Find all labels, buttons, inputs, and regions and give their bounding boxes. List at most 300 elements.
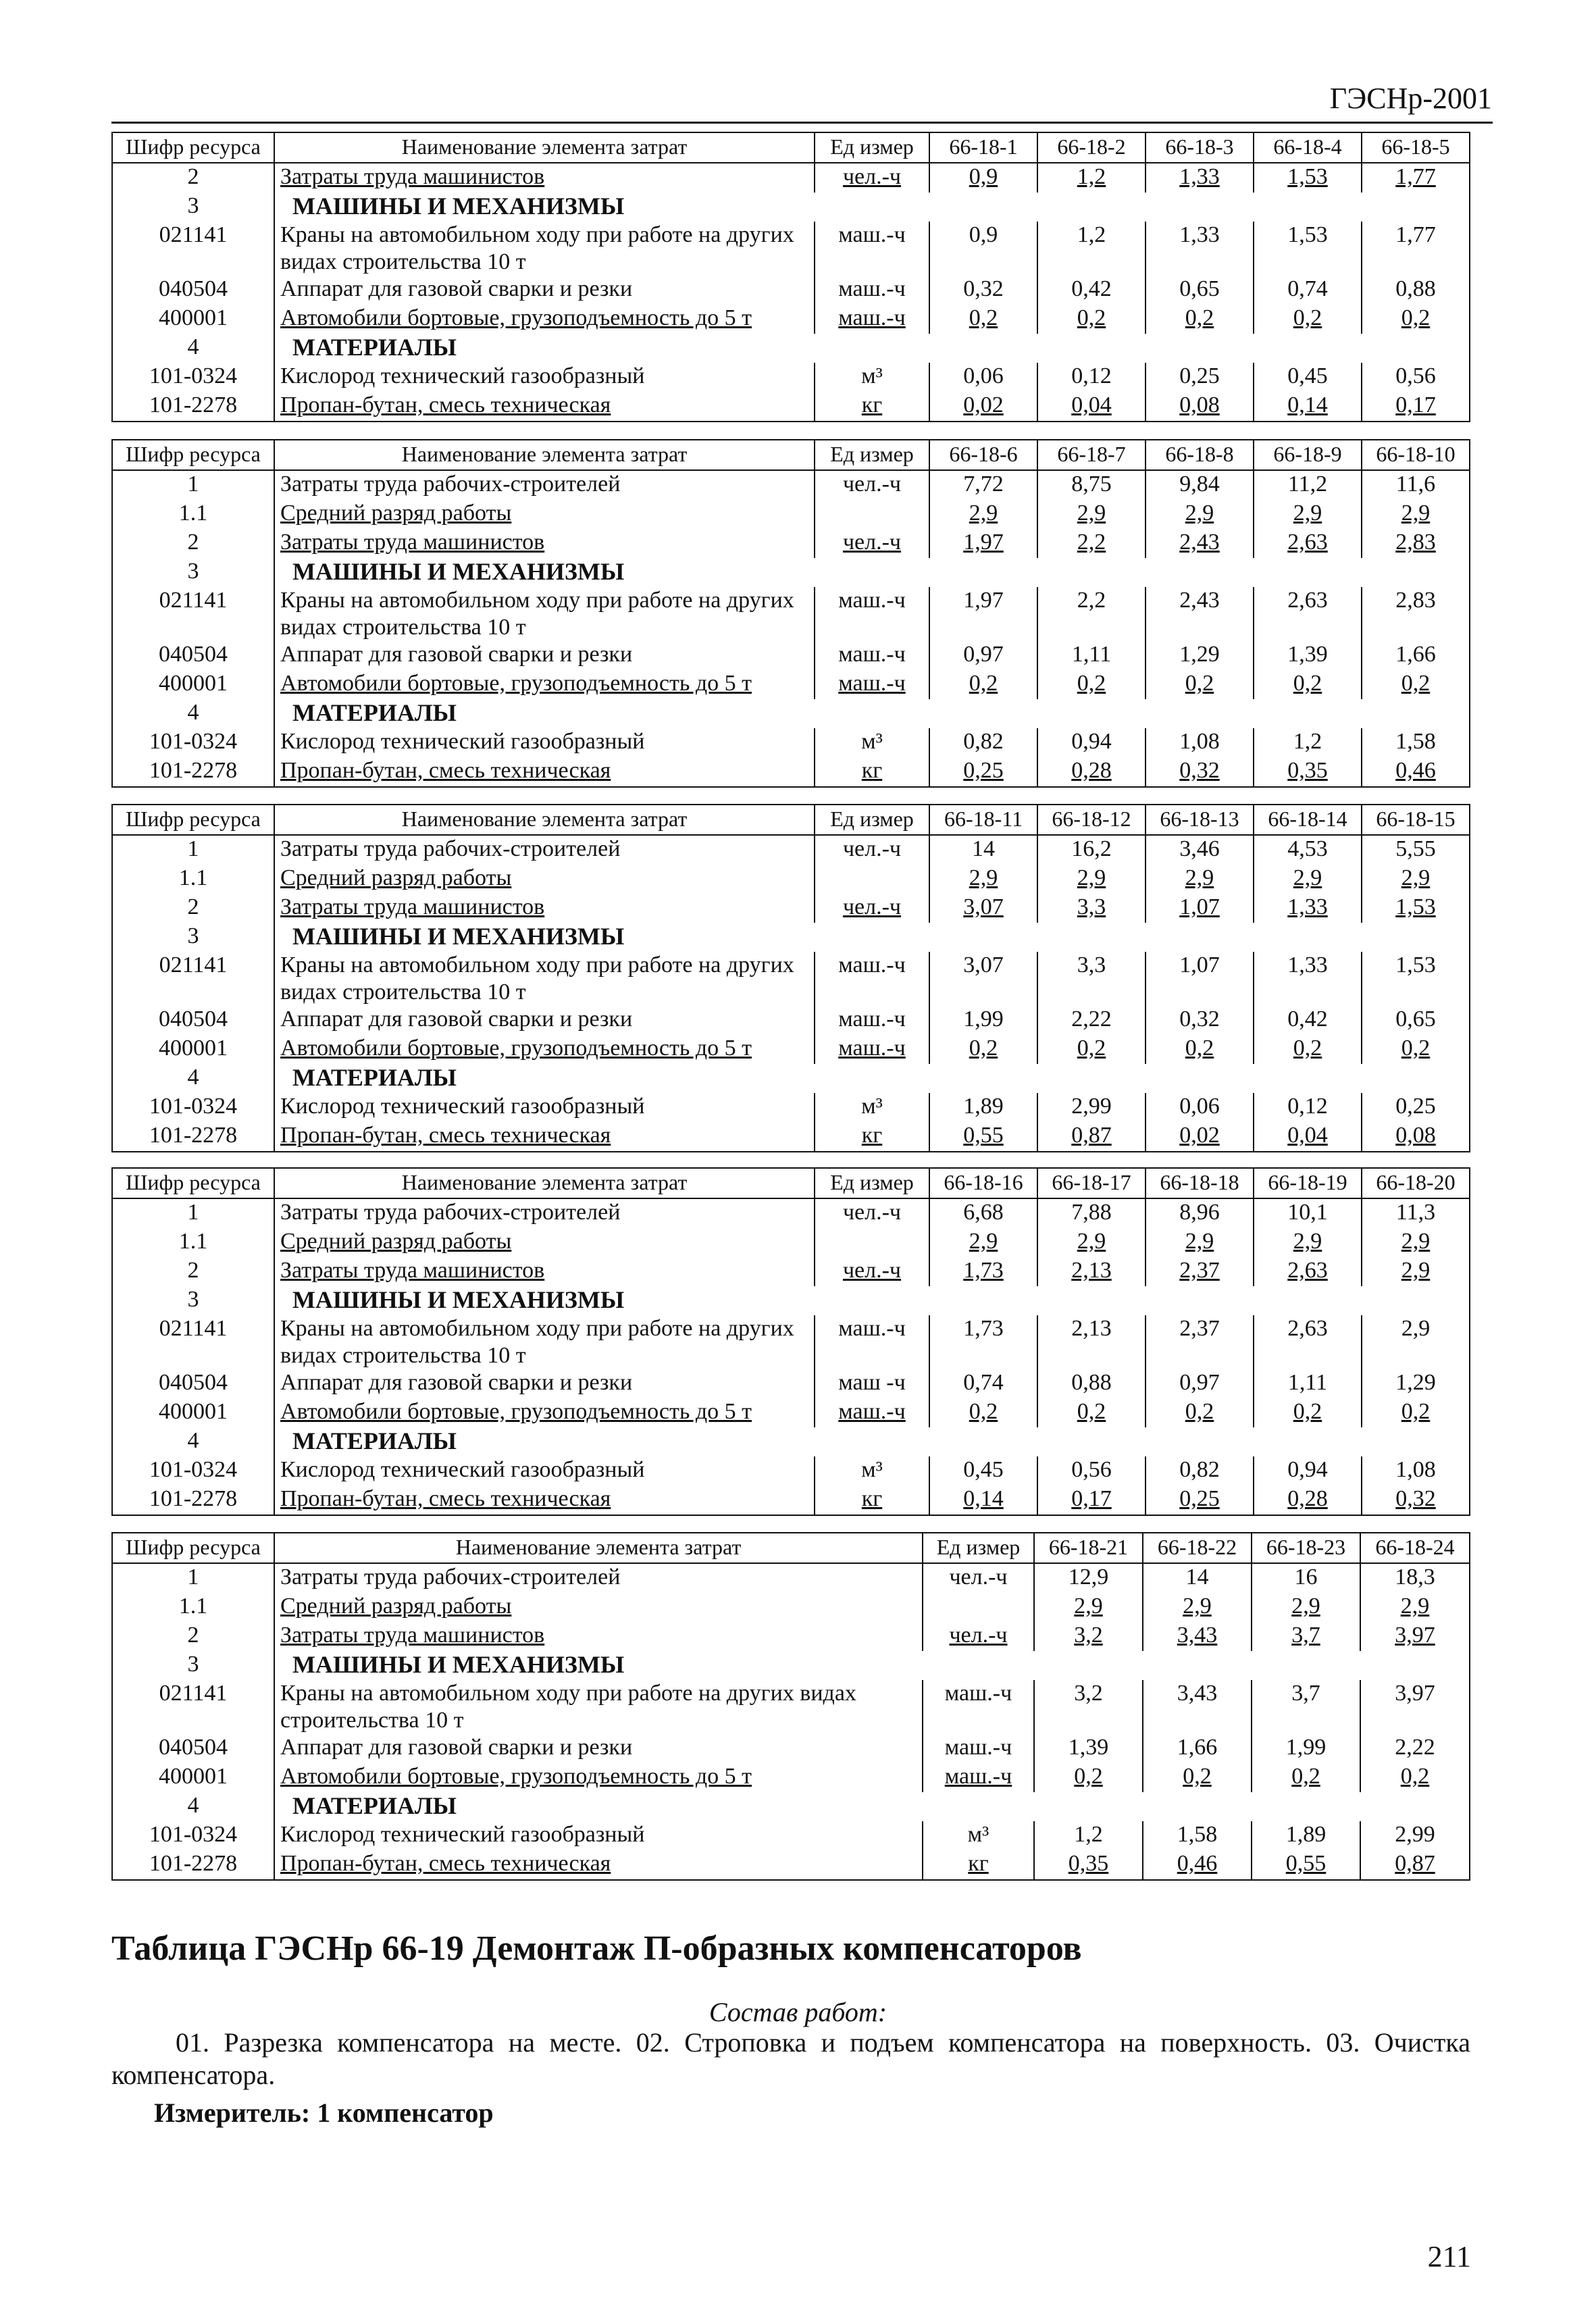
header-code: Шифр ресурса — [112, 440, 274, 470]
norm-value: 3,43 — [1143, 1622, 1252, 1651]
norm-value: 1,97 — [929, 529, 1037, 558]
norm-value: 2,2 — [1037, 587, 1145, 641]
unit-of-measure: маш -ч — [815, 1369, 929, 1398]
norm-value: 0,2 — [1037, 670, 1145, 699]
table-row — [112, 1257, 1470, 1286]
resource-code: 021141 — [112, 1680, 274, 1734]
resource-name: Затраты труда машинистов — [274, 1257, 815, 1286]
table-row — [112, 1035, 1470, 1064]
resource-code: 400001 — [112, 1763, 274, 1792]
norm-value: 1,33 — [1145, 222, 1254, 276]
norm-value: 2,9 — [1254, 865, 1362, 894]
header-unit: Ед измер — [815, 440, 929, 470]
table-row — [112, 835, 1470, 865]
norm-value: 2,13 — [1037, 1315, 1145, 1369]
table-row — [112, 1651, 1470, 1680]
resource-name: Затраты труда рабочих-строителей — [274, 835, 815, 865]
norm-value: 3,07 — [929, 894, 1037, 923]
norm-value: 0,32 — [929, 276, 1037, 305]
norm-value: 4,53 — [1254, 835, 1362, 865]
header-code: Шифр ресурса — [112, 1168, 274, 1198]
norm-value: 2,99 — [1037, 1093, 1145, 1122]
norm-value: 16 — [1252, 1563, 1360, 1593]
norm-value: 0,2 — [1254, 1035, 1362, 1064]
unit-of-measure — [815, 500, 929, 529]
resource-name: Автомобили бортовые, грузоподъемность до 5 т — [274, 1398, 815, 1427]
table-row — [112, 1680, 1470, 1734]
norm-value: 0,32 — [1145, 757, 1254, 787]
table-row — [112, 587, 1470, 641]
resource-code: 4 — [112, 1792, 274, 1821]
norm-value: 0,12 — [1037, 363, 1145, 392]
norm-value: 0,04 — [1254, 1122, 1362, 1152]
norm-value: 0,28 — [1037, 757, 1145, 787]
resource-code: 4 — [112, 334, 274, 363]
table-row — [112, 1563, 1470, 1593]
norm-value: 0,46 — [1362, 757, 1470, 787]
norm-value: 0,87 — [1360, 1850, 1470, 1880]
norm-value: 0,55 — [1252, 1850, 1360, 1880]
table-row — [112, 1821, 1470, 1850]
norm-value: 1,66 — [1362, 641, 1470, 670]
section-heading: МАТЕРИАЛЫ — [274, 334, 1470, 363]
section-title: Таблица ГЭСНр 66-19 Демонтаж П-образных компенсаторов — [111, 1929, 1082, 1968]
unit-of-measure: маш.-ч — [815, 305, 929, 334]
unit-of-measure: маш.-ч — [815, 1398, 929, 1427]
norm-value: 1,07 — [1145, 894, 1254, 923]
unit-of-measure: кг — [923, 1850, 1034, 1880]
table-row — [112, 865, 1470, 894]
table-header-row — [112, 805, 1470, 835]
norm-value: 0,2 — [1037, 305, 1145, 334]
header-norm-code: 66-18-5 — [1362, 132, 1470, 163]
section-heading: МАШИНЫ И МЕХАНИЗМЫ — [274, 923, 1470, 952]
table-row — [112, 1792, 1470, 1821]
resource-name: Средний разряд работы — [274, 865, 815, 894]
norm-value: 1,77 — [1362, 163, 1470, 193]
resource-name: Затраты труда машинистов — [274, 529, 815, 558]
unit-of-measure: маш.-ч — [815, 1006, 929, 1035]
header-name: Наименование элемента затрат — [274, 440, 815, 470]
norm-value: 0,65 — [1362, 1006, 1470, 1035]
header-norm-code: 66-18-7 — [1037, 440, 1145, 470]
resource-name: Кислород технический газообразный — [274, 363, 815, 392]
norm-value: 8,96 — [1145, 1198, 1254, 1228]
norm-value: 1,33 — [1254, 894, 1362, 923]
norm-value: 1,11 — [1254, 1369, 1362, 1398]
norm-value: 0,97 — [1145, 1369, 1254, 1398]
unit-of-measure: чел.-ч — [815, 835, 929, 865]
unit-of-measure: чел.-ч — [815, 894, 929, 923]
resource-name: Аппарат для газовой сварки и резки — [274, 1006, 815, 1035]
norm-value: 1,53 — [1254, 222, 1362, 276]
resource-name: Затраты труда машинистов — [274, 1622, 923, 1651]
header-norm-code: 66-18-14 — [1254, 805, 1362, 835]
resource-code: 2 — [112, 529, 274, 558]
norm-value: 1,73 — [929, 1257, 1037, 1286]
resource-name: Кислород технический газообразный — [274, 728, 815, 757]
unit-of-measure: чел.-ч — [923, 1563, 1034, 1593]
norm-value: 0,56 — [1037, 1456, 1145, 1485]
resource-code: 1.1 — [112, 1228, 274, 1257]
norm-value: 2,9 — [1037, 865, 1145, 894]
norm-value: 0,04 — [1037, 392, 1145, 422]
norm-value: 0,35 — [1254, 757, 1362, 787]
norm-value: 1,33 — [1145, 163, 1254, 193]
header-norm-code: 66-18-8 — [1145, 440, 1254, 470]
norm-value: 1,97 — [929, 587, 1037, 641]
norm-value: 1,2 — [1254, 728, 1362, 757]
norm-value: 0,87 — [1037, 1122, 1145, 1152]
norm-value: 2,99 — [1360, 1821, 1470, 1850]
table-row — [112, 952, 1470, 1006]
unit-of-measure: чел.-ч — [815, 1198, 929, 1228]
resource-name: Автомобили бортовые, грузоподъемность до 5 т — [274, 305, 815, 334]
resource-code: 101-0324 — [112, 1093, 274, 1122]
resource-code: 1.1 — [112, 865, 274, 894]
resource-table-2 — [111, 439, 1470, 788]
resource-code: 040504 — [112, 276, 274, 305]
norm-value: 2,9 — [1362, 1228, 1470, 1257]
resource-code: 3 — [112, 1651, 274, 1680]
norm-value: 2,9 — [929, 500, 1037, 529]
norm-value: 0,55 — [929, 1122, 1037, 1152]
resource-name: Автомобили бортовые, грузоподъемность до 5 т — [274, 1035, 815, 1064]
norm-value: 3,3 — [1037, 952, 1145, 1006]
norm-value: 0,32 — [1145, 1006, 1254, 1035]
header-name: Наименование элемента затрат — [274, 1168, 815, 1198]
norm-value: 2,2 — [1037, 529, 1145, 558]
resource-code: 040504 — [112, 1734, 274, 1763]
table-row — [112, 163, 1470, 193]
norm-value: 8,75 — [1037, 470, 1145, 500]
table-row — [112, 923, 1470, 952]
norm-value: 11,2 — [1254, 470, 1362, 500]
resource-code: 1.1 — [112, 1593, 274, 1622]
resource-name: Краны на автомобильном ходу при работе на других видах строительства 10 т — [274, 952, 815, 1006]
norm-value: 0,2 — [1037, 1035, 1145, 1064]
header-unit: Ед измер — [815, 132, 929, 163]
norm-value: 3,2 — [1034, 1680, 1143, 1734]
resource-name: Кислород технический газообразный — [274, 1456, 815, 1485]
norm-value: 2,9 — [1362, 1315, 1470, 1369]
unit-of-measure: маш.-ч — [815, 952, 929, 1006]
norm-value: 2,63 — [1254, 1257, 1362, 1286]
unit-of-measure — [815, 865, 929, 894]
unit-of-measure: маш.-ч — [923, 1680, 1034, 1734]
norm-value: 2,9 — [1252, 1593, 1360, 1622]
section-heading: МАШИНЫ И МЕХАНИЗМЫ — [274, 1651, 1470, 1680]
norm-value: 0,2 — [929, 670, 1037, 699]
table-row — [112, 363, 1470, 392]
table-row — [112, 276, 1470, 305]
unit-of-measure: маш.-ч — [923, 1763, 1034, 1792]
norm-value: 0,02 — [1145, 1122, 1254, 1152]
resource-name: Кислород технический газообразный — [274, 1093, 815, 1122]
norm-value: 18,3 — [1360, 1563, 1470, 1593]
header-norm-code: 66-18-10 — [1362, 440, 1470, 470]
table-row — [112, 222, 1470, 276]
norm-value: 3,7 — [1252, 1680, 1360, 1734]
unit-of-measure: м³ — [815, 728, 929, 757]
unit-of-measure: кг — [815, 757, 929, 787]
norm-value: 0,88 — [1362, 276, 1470, 305]
norm-value: 1,08 — [1362, 1456, 1470, 1485]
norm-value: 3,07 — [929, 952, 1037, 1006]
norm-value: 2,9 — [1145, 500, 1254, 529]
section-heading: МАШИНЫ И МЕХАНИЗМЫ — [274, 193, 1470, 222]
norm-value: 2,83 — [1362, 529, 1470, 558]
table-header-row — [112, 1533, 1470, 1563]
resource-code: 021141 — [112, 952, 274, 1006]
norm-value: 3,3 — [1037, 894, 1145, 923]
unit-of-measure: чел.-ч — [815, 529, 929, 558]
resource-name: Средний разряд работы — [274, 500, 815, 529]
unit-of-measure: чел.-ч — [923, 1622, 1034, 1651]
norm-value: 1,99 — [1252, 1734, 1360, 1763]
norm-value: 3,97 — [1360, 1680, 1470, 1734]
table-row — [112, 894, 1470, 923]
norm-value: 16,2 — [1037, 835, 1145, 865]
norm-value: 1,07 — [1145, 952, 1254, 1006]
table-row — [112, 1093, 1470, 1122]
resource-code: 3 — [112, 923, 274, 952]
norm-value: 11,3 — [1362, 1198, 1470, 1228]
header-name: Наименование элемента затрат — [274, 1533, 923, 1563]
norm-value: 0,42 — [1037, 276, 1145, 305]
section-heading: МАШИНЫ И МЕХАНИЗМЫ — [274, 1286, 1470, 1315]
norm-value: 2,13 — [1037, 1257, 1145, 1286]
norm-value: 0,9 — [929, 222, 1037, 276]
unit-of-measure — [815, 1228, 929, 1257]
table-header-row — [112, 132, 1470, 163]
table-row — [112, 1369, 1470, 1398]
resource-name: Затраты труда рабочих-строителей — [274, 470, 815, 500]
norm-value: 0,2 — [929, 1398, 1037, 1427]
table-row — [112, 641, 1470, 670]
resource-code: 2 — [112, 1622, 274, 1651]
norm-value: 0,2 — [1362, 305, 1470, 334]
unit-of-measure: кг — [815, 1122, 929, 1152]
resource-name: Краны на автомобильном ходу при работе на других видах строительства 10 т — [274, 587, 815, 641]
unit-of-measure: чел.-ч — [815, 1257, 929, 1286]
table-row — [112, 1064, 1470, 1093]
norm-value: 2,9 — [1034, 1593, 1143, 1622]
resource-name: Автомобили бортовые, грузоподъемность до 5 т — [274, 670, 815, 699]
resource-code: 040504 — [112, 1369, 274, 1398]
norm-value: 0,25 — [929, 757, 1037, 787]
resource-code: 3 — [112, 558, 274, 587]
norm-value: 0,45 — [929, 1456, 1037, 1485]
norm-value: 0,25 — [1145, 363, 1254, 392]
unit-of-measure: маш.-ч — [815, 1035, 929, 1064]
norm-value: 0,25 — [1145, 1485, 1254, 1515]
section-heading: МАТЕРИАЛЫ — [274, 1427, 1470, 1456]
work-composition-label: Состав работ: — [709, 1997, 887, 2027]
norm-value: 0,2 — [1145, 1398, 1254, 1427]
unit-of-measure: кг — [815, 392, 929, 422]
norm-value: 1,11 — [1037, 641, 1145, 670]
resource-code: 021141 — [112, 587, 274, 641]
resource-name: Пропан-бутан, смесь техническая — [274, 392, 815, 422]
resource-code: 1 — [112, 835, 274, 865]
norm-value: 0,2 — [1254, 305, 1362, 334]
section-heading: МАШИНЫ И МЕХАНИЗМЫ — [274, 558, 1470, 587]
table-row — [112, 334, 1470, 363]
header-norm-code: 66-18-16 — [929, 1168, 1037, 1198]
unit-of-measure: маш.-ч — [815, 641, 929, 670]
norm-value: 6,68 — [929, 1198, 1037, 1228]
resource-code: 101-0324 — [112, 1456, 274, 1485]
header-norm-code: 66-18-1 — [929, 132, 1037, 163]
norm-value: 0,2 — [1145, 1035, 1254, 1064]
norm-value: 2,9 — [1254, 500, 1362, 529]
header-norm-code: 66-18-18 — [1145, 1168, 1254, 1198]
page-number: 211 — [1427, 2240, 1471, 2273]
norm-value: 0,82 — [1145, 1456, 1254, 1485]
resource-code: 1.1 — [112, 500, 274, 529]
norm-value: 2,63 — [1254, 587, 1362, 641]
table-row — [112, 757, 1470, 787]
unit-of-measure: м³ — [815, 1093, 929, 1122]
norm-value: 1,08 — [1145, 728, 1254, 757]
header-norm-code: 66-18-9 — [1254, 440, 1362, 470]
norm-value: 2,9 — [929, 1228, 1037, 1257]
norm-value: 7,72 — [929, 470, 1037, 500]
resource-code: 1 — [112, 470, 274, 500]
table-row — [112, 1485, 1470, 1515]
resource-name: Аппарат для газовой сварки и резки — [274, 641, 815, 670]
table-row — [112, 1622, 1470, 1651]
table-row — [112, 470, 1470, 500]
norm-value: 0,2 — [1254, 1398, 1362, 1427]
table-header-row — [112, 440, 1470, 470]
unit-of-measure: м³ — [923, 1821, 1034, 1850]
unit-of-measure: маш.-ч — [923, 1734, 1034, 1763]
section-heading: МАТЕРИАЛЫ — [274, 1792, 1470, 1821]
norm-value: 0,74 — [1254, 276, 1362, 305]
norm-value: 1,2 — [1037, 222, 1145, 276]
table-row — [112, 1398, 1470, 1427]
resource-code: 3 — [112, 1286, 274, 1315]
norm-value: 3,46 — [1145, 835, 1254, 865]
norm-value: 0,88 — [1037, 1369, 1145, 1398]
resource-code: 1 — [112, 1563, 274, 1593]
norm-value: 0,14 — [1254, 392, 1362, 422]
norm-value: 1,89 — [1252, 1821, 1360, 1850]
resource-code: 4 — [112, 1427, 274, 1456]
table-row — [112, 1593, 1470, 1622]
table-row — [112, 1315, 1470, 1369]
norm-value: 0,08 — [1145, 392, 1254, 422]
norm-value: 0,2 — [1362, 1398, 1470, 1427]
norm-value: 2,9 — [1362, 865, 1470, 894]
resource-name: Пропан-бутан, смесь техническая — [274, 1122, 815, 1152]
norm-value: 0,2 — [1143, 1763, 1252, 1792]
header-code: Шифр ресурса — [112, 132, 274, 163]
norm-value: 0,46 — [1143, 1850, 1252, 1880]
norm-value: 2,9 — [929, 865, 1037, 894]
resource-name: Аппарат для газовой сварки и резки — [274, 1734, 923, 1763]
norm-value: 1,53 — [1254, 163, 1362, 193]
norm-value: 2,43 — [1145, 529, 1254, 558]
norm-value: 0,06 — [929, 363, 1037, 392]
norm-value: 0,9 — [929, 163, 1037, 193]
resource-name: Краны на автомобильном ходу при работе на других видах строительства 10 т — [274, 1680, 923, 1734]
header-code: Шифр ресурса — [112, 1533, 274, 1563]
norm-value: 3,2 — [1034, 1622, 1143, 1651]
unit-of-measure: м³ — [815, 363, 929, 392]
norm-value: 2,9 — [1145, 865, 1254, 894]
header-norm-code: 66-18-2 — [1037, 132, 1145, 163]
norm-value: 0,2 — [1145, 305, 1254, 334]
table-row — [112, 1427, 1470, 1456]
table-row — [112, 670, 1470, 699]
table-row — [112, 1286, 1470, 1315]
norm-value: 10,1 — [1254, 1198, 1362, 1228]
header-norm-code: 66-18-23 — [1252, 1533, 1360, 1563]
norm-value: 1,89 — [929, 1093, 1037, 1122]
table-row — [112, 193, 1470, 222]
table-row — [112, 392, 1470, 422]
work-composition-text: 01. Разрезка компенсатора на месте. 02. Строповка и подъем компенсатора на поверхность. 03. Очистка компенсатора. — [111, 2027, 1470, 2090]
resource-code: 101-0324 — [112, 1821, 274, 1850]
norm-value: 14 — [1143, 1563, 1252, 1593]
resource-table-3 — [111, 804, 1470, 1152]
resource-code: 4 — [112, 699, 274, 728]
section-heading: МАТЕРИАЛЫ — [274, 1064, 1470, 1093]
unit-of-measure: маш.-ч — [815, 222, 929, 276]
norm-value: 0,2 — [1034, 1763, 1143, 1792]
resource-code: 040504 — [112, 1006, 274, 1035]
norm-value: 0,28 — [1254, 1485, 1362, 1515]
resource-name: Затраты труда машинистов — [274, 163, 815, 193]
resource-code: 021141 — [112, 1315, 274, 1369]
norm-value: 0,17 — [1362, 392, 1470, 422]
norm-value: 3,43 — [1143, 1680, 1252, 1734]
resource-name: Кислород технический газообразный — [274, 1821, 923, 1850]
norm-value: 2,9 — [1254, 1228, 1362, 1257]
table-row — [112, 500, 1470, 529]
unit-of-measure: чел.-ч — [815, 163, 929, 193]
table-row — [112, 305, 1470, 334]
norm-value: 0,32 — [1362, 1485, 1470, 1515]
norm-value: 2,9 — [1145, 1228, 1254, 1257]
resource-name: Аппарат для газовой сварки и резки — [274, 1369, 815, 1398]
resource-name: Краны на автомобильном ходу при работе на других видах строительства 10 т — [274, 222, 815, 276]
table-row — [112, 1850, 1470, 1880]
norm-value: 12,9 — [1034, 1563, 1143, 1593]
header-name: Наименование элемента затрат — [274, 805, 815, 835]
norm-value: 0,14 — [929, 1485, 1037, 1515]
table-row — [112, 529, 1470, 558]
norm-value: 2,9 — [1037, 500, 1145, 529]
norm-value: 2,9 — [1360, 1593, 1470, 1622]
resource-code: 2 — [112, 163, 274, 193]
unit-of-measure: чел.-ч — [815, 470, 929, 500]
resource-table-1 — [111, 132, 1470, 422]
norm-value: 0,2 — [929, 1035, 1037, 1064]
norm-value: 0,2 — [1037, 1398, 1145, 1427]
resource-code: 101-2278 — [112, 757, 274, 787]
resource-code: 101-2278 — [112, 1122, 274, 1152]
table-row — [112, 1228, 1470, 1257]
norm-value: 1,53 — [1362, 952, 1470, 1006]
norm-value: 0,08 — [1362, 1122, 1470, 1152]
header-unit: Ед измер — [815, 805, 929, 835]
norm-value: 1,2 — [1037, 163, 1145, 193]
norm-value: 0,02 — [929, 392, 1037, 422]
